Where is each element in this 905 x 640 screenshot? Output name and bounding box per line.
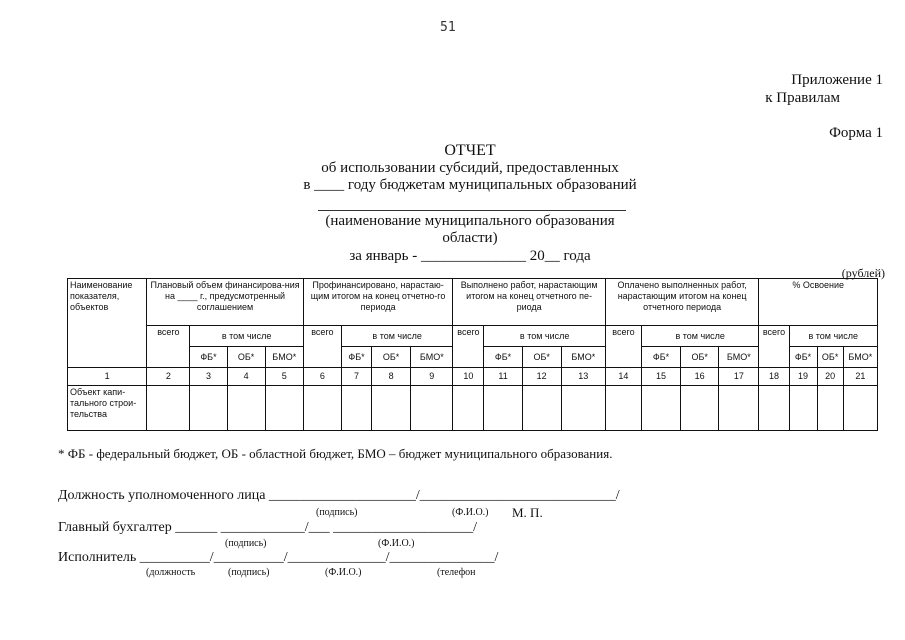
table-cell (265, 386, 303, 431)
total-header: всего (303, 326, 341, 368)
column-number: 16 (681, 368, 719, 386)
fb-header: ФБ* (190, 347, 227, 368)
column-number: 2 (147, 368, 190, 386)
column-number: 6 (303, 368, 341, 386)
column-number: 4 (227, 368, 265, 386)
report-title-line4: области) (442, 230, 498, 246)
table-cell (522, 386, 561, 431)
column-number: 1 (68, 368, 147, 386)
column-number: 21 (843, 368, 877, 386)
table-cell (843, 386, 877, 431)
column-number: 5 (265, 368, 303, 386)
official-fio-caption: (Ф.И.О.) (452, 507, 489, 518)
total-header: всего (147, 326, 190, 368)
table-cell (681, 386, 719, 431)
table-cell (372, 386, 411, 431)
official-signature-line: Должность уполномоченного лица _____________________/____________________________/ (58, 488, 620, 503)
table-cell (605, 386, 641, 431)
including-header: в том числе (789, 326, 878, 347)
column-number: 8 (372, 368, 411, 386)
table-cell (789, 386, 817, 431)
units-label: (рублей) (841, 266, 885, 280)
table-cell (303, 386, 341, 431)
executor-signature-line: Исполнитель __________/__________/______________/_______________/ (58, 550, 499, 565)
column-number: 9 (411, 368, 453, 386)
official-sign-caption: (подпись) (316, 507, 358, 518)
report-period: за январь - ______________ 20__ года (349, 248, 591, 264)
total-header: всего (605, 326, 641, 368)
executor-fio-caption: (Ф.И.О.) (325, 567, 362, 578)
ob-header: ОБ* (372, 347, 411, 368)
column-number: 12 (522, 368, 561, 386)
column-number: 10 (453, 368, 484, 386)
accountant-signature-line: Главный бухгалтер ______ ____________/___ ____________________/ (58, 520, 478, 535)
table-cell (642, 386, 681, 431)
table-cell (341, 386, 371, 431)
table-cell (453, 386, 484, 431)
group-header-financed: Профинансировано, нарастаю-щим итогом на конец отчетно-го периода (303, 279, 453, 326)
report-title-line3: (наименование муниципального образования (325, 213, 615, 229)
column-number: 7 (341, 368, 371, 386)
column-number: 17 (719, 368, 759, 386)
fb-header: ФБ* (341, 347, 371, 368)
executor-position-caption: (должность (146, 567, 196, 578)
including-header: в том числе (190, 326, 303, 347)
appendix-line1: Приложение 1 (791, 72, 883, 88)
table-cell (759, 386, 789, 431)
fb-header: ФБ* (789, 347, 817, 368)
table-cell (561, 386, 605, 431)
table-cell (190, 386, 227, 431)
form-label: Форма 1 (829, 125, 883, 141)
report-heading: ОТЧЕТ (444, 142, 496, 159)
group-header-percent: % Освоение (759, 279, 878, 326)
table-cell (719, 386, 759, 431)
accountant-sign-caption: (подпись) (225, 538, 267, 549)
ob-header: ОБ* (681, 347, 719, 368)
executor-phone-caption: (телефон (437, 567, 476, 578)
column-number: 3 (190, 368, 227, 386)
group-header-completed: Выполнено работ, нарастающим итогом на конец отчетного пе-риода (453, 279, 606, 326)
footnote: * ФБ - федеральный бюджет, ОБ - областной бюджет, БМО – бюджет муниципального образования. (58, 446, 613, 461)
including-header: в том числе (484, 326, 605, 347)
column-number: 14 (605, 368, 641, 386)
table-cell (227, 386, 265, 431)
column-number: 19 (789, 368, 817, 386)
executor-sign-caption: (подпись) (228, 567, 270, 578)
table-cell (147, 386, 190, 431)
ob-header: ОБ* (522, 347, 561, 368)
column-number: 20 (817, 368, 843, 386)
accountant-fio-caption: (Ф.И.О.) (378, 538, 415, 549)
bmo-header: БМО* (561, 347, 605, 368)
report-title-line1: об использовании субсидий, предоставленных (321, 160, 619, 176)
report-title-line2: в ____ году бюджетам муниципальных образований (303, 177, 637, 193)
including-header: в том числе (341, 326, 452, 347)
column-number: 13 (561, 368, 605, 386)
column-number: 11 (484, 368, 522, 386)
group-header-paid: Оплачено выполненных работ, нарастающим итогом на конец отчетного периода (605, 279, 759, 326)
row-label-capital-object: Объект капи-тального строи-тельства (68, 386, 147, 431)
table-cell (817, 386, 843, 431)
including-header: в том числе (642, 326, 759, 347)
bmo-header: БМО* (411, 347, 453, 368)
table-cell (411, 386, 453, 431)
bmo-header: БМО* (843, 347, 877, 368)
fb-header: ФБ* (642, 347, 681, 368)
total-header: всего (759, 326, 789, 368)
appendix-line2: к Правилам (765, 90, 840, 106)
column-number: 18 (759, 368, 789, 386)
official-seal-caption: М. П. (512, 505, 543, 520)
group-header-planned: Плановый объем финансирова-ния на ____ г., предусмотренный соглашением (147, 279, 304, 326)
column-number: 15 (642, 368, 681, 386)
table-cell (484, 386, 522, 431)
bmo-header: БМО* (265, 347, 303, 368)
col-header-name: Наименование показателя, объектов (68, 279, 147, 368)
municipality-name-line (318, 210, 626, 211)
report-table (67, 278, 878, 431)
fb-header: ФБ* (484, 347, 522, 368)
ob-header: ОБ* (817, 347, 843, 368)
page-number: 51 (440, 20, 456, 35)
total-header: всего (453, 326, 484, 368)
ob-header: ОБ* (227, 347, 265, 368)
bmo-header: БМО* (719, 347, 759, 368)
